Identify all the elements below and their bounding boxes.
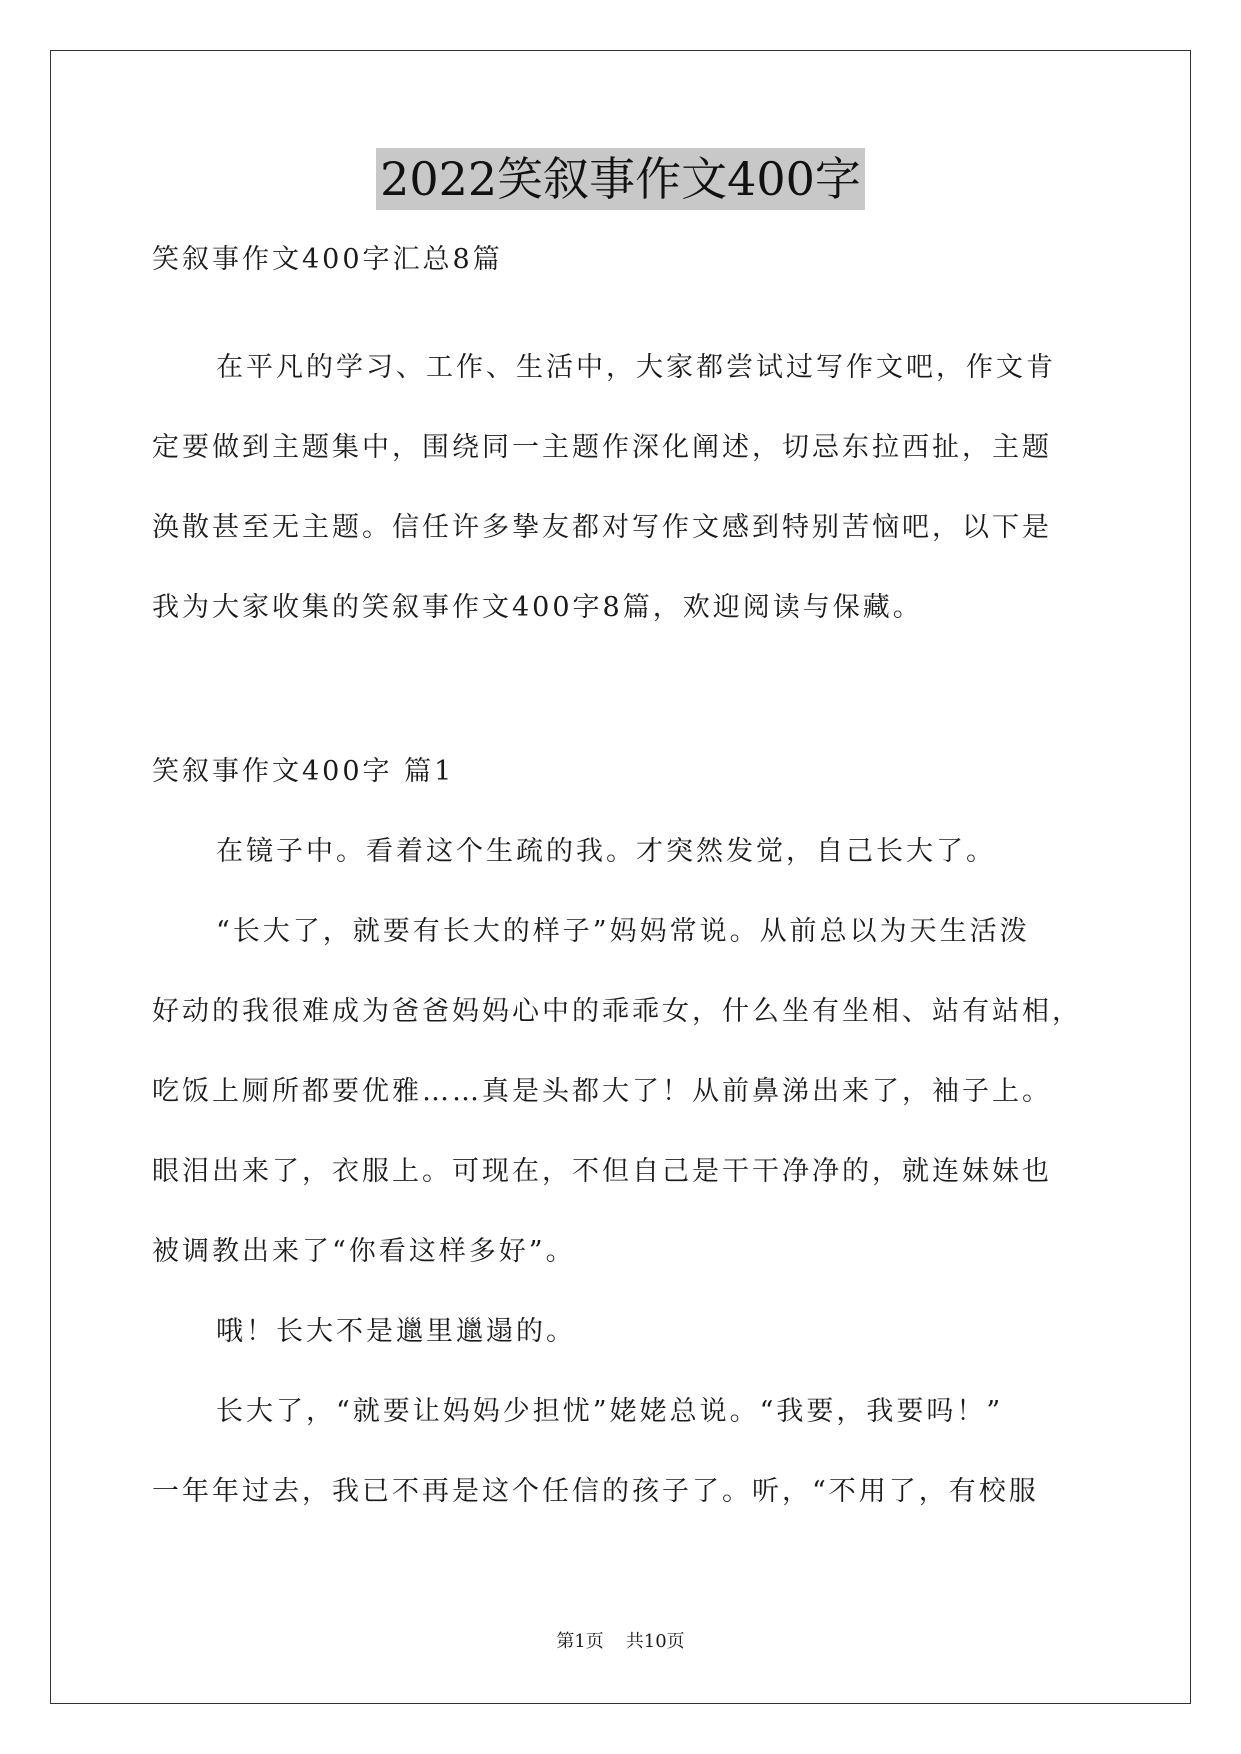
paragraph-line: 一年年过去，我已不再是这个任信的孩子了。听，“不用了，有校服	[152, 1476, 1039, 1507]
paragraph-line: 哦！长大不是邋里邋遢的。	[216, 1316, 576, 1347]
paragraph-line: 在平凡的学习、工作、生活中，大家都尝试过写作文吧，作文肯	[216, 352, 1056, 383]
section-heading: 笑叙事作文400字 篇1	[152, 756, 455, 787]
page-total: 共10页	[625, 1631, 685, 1652]
paragraph-line: “长大了，就要有长大的样子”妈妈常说。从前总以为天生活泼	[216, 916, 1030, 947]
paragraph-line: 吃饭上厕所都要优雅……真是头都大了！从前鼻涕出来了，袖子上。	[152, 1076, 1052, 1107]
page-footer	[0, 1630, 1241, 1654]
paragraph-line: 眼泪出来了，衣服上。可现在，不但自己是干干净净的，就连妹妹也	[152, 1156, 1052, 1187]
subtitle-line: 笑叙事作文400字汇总8篇	[152, 244, 503, 275]
paragraph-line: 在镜子中。看着这个生疏的我。才突然发觉，自己长大了。	[216, 836, 996, 867]
document-title: 2022笑叙事作文400字	[376, 148, 865, 210]
page-border	[50, 50, 1191, 1704]
paragraph-line: 定要做到主题集中，围绕同一主题作深化阐述，切忌东拉西扯，主题	[152, 432, 1052, 463]
page-number: 第1页	[556, 1631, 604, 1652]
paragraph-line: 我为大家收集的笑叙事作文400字8篇，欢迎阅读与保藏。	[152, 592, 923, 623]
paragraph-line: 涣散甚至无主题。信任许多挚友都对写作文感到特别苦恼吧，以下是	[152, 512, 1052, 543]
paragraph-line: 好动的我很难成为爸爸妈妈心中的乖乖女，什么坐有坐相、站有站相，	[152, 996, 1082, 1027]
title-container	[0, 148, 1241, 210]
paragraph-line: 长大了，“就要让妈妈少担忧”姥姥总说。“我要，我要吗！”	[216, 1396, 1004, 1427]
paragraph-line: 被调教出来了“你看这样多好”。	[152, 1236, 576, 1267]
